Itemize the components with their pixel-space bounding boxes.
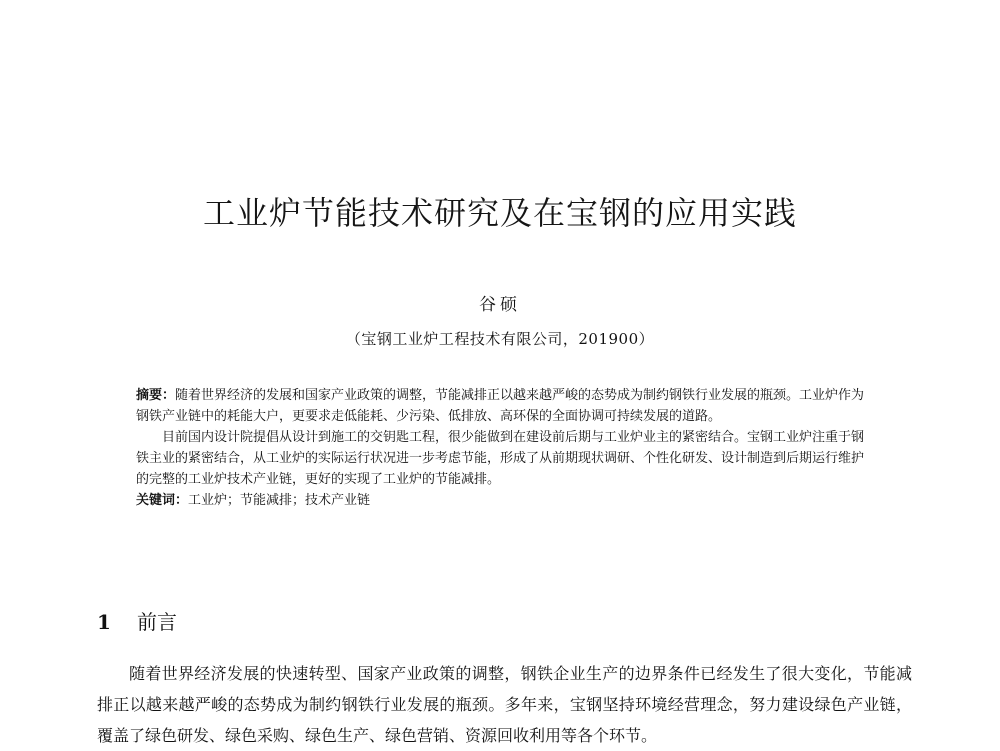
abstract-paragraph-1 — [136, 385, 876, 427]
paper-title: 工业炉节能技术研究及在宝钢的应用实践 — [202, 194, 797, 232]
keywords-label: 关键词： — [136, 493, 189, 508]
abstract-paragraph-2: 目前国内设计院提倡从设计到施工的交钥匙工程，很少能做到在建设前后期与工业炉业主的紧密结合。宝钢工业炉注重于钢铁主业的紧密结合，从工业炉的实际运行状况进一步考虑节能，形成了从前期现状调研、个性化研发、设计制造到后期运行维护的完整的工业炉技术产业链，更好的实现了工业炉的节能减排。 — [136, 430, 865, 487]
abstract-label: 摘要： — [136, 388, 176, 403]
section-number: 1 — [97, 610, 111, 634]
section-heading — [97, 606, 177, 635]
author-name: 谷硕 — [479, 295, 521, 315]
abstract-block — [136, 385, 876, 511]
section-body-paragraph: 随着世界经济发展的快速转型、国家产业政策的调整，钢铁企业生产的边界条件已经发生了很大变化，节能减排正以越来越严峻的态势成为制约钢铁行业发展的瓶颈。多年来，宝钢坚持环境经营理念，努力建设绿色产业链，覆盖了绿色研发、绿色采购、绿色生产、绿色营销、资源回收利用等各个环节。 — [97, 664, 912, 745]
keywords-line — [136, 490, 876, 511]
keywords-text: 工业炉；节能减排；技术产业链 — [188, 493, 371, 508]
abstract-text-1: 随着世界经济的发展和国家产业政策的调整，节能减排正以越来越严峻的态势成为制约钢铁行业发展的瓶颈。工业炉作为钢铁产业链中的耗能大户，更要求走低能耗、少污染、低排放、高环保的全面协调可持续发展的道路。 — [136, 388, 865, 424]
section-title: 前言 — [137, 610, 177, 634]
author-affiliation: （宝钢工业炉工程技术有限公司，201900） — [345, 330, 655, 348]
